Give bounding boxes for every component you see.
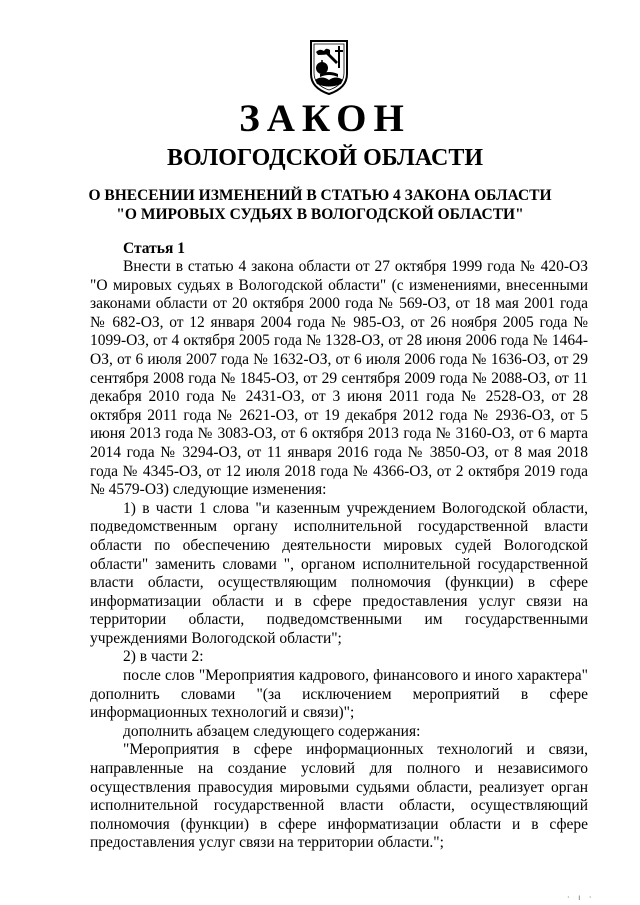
subtitle-line-2: "О МИРОВЫХ СУДЬЯХ В ВОЛОГОДСКОЙ ОБЛАСТИ": [116, 206, 524, 223]
region-title: ВОЛОГОДСКОЙ ОБЛАСТИ: [166, 145, 484, 171]
coat-of-arms-icon: [308, 38, 350, 96]
amendment-item-1: 1) в части 1 слова "и казенным учреждением Вологодской области, подведомственным органу исполнительной государственной власти области по обеспечению деятельности мировых судей Вологодской области" заменить словами ", органом исполнительной государственной власти области, осуществляющим полномочия (функции) в сфере информатизации области и в сфере предоставления услуг связи на территории области, подведомственными им государственными учреждениями Вологодской области";: [90, 499, 588, 647]
footer-mark: · ı ·: [567, 893, 595, 902]
article-body: [90, 258, 588, 853]
article-heading: Статья 1: [123, 240, 185, 257]
subtitle-line-1: О ВНЕСЕНИИ ИЗМЕНЕНИЙ В СТАТЬЮ 4 ЗАКОНА ОБЛАСТИ: [88, 187, 552, 204]
amendment-item-2a: после слов "Мероприятия кадрового, финансового и иного характера" дополнить словами "(за исключением мероприятий в сфере информационных технологий и связи)";: [90, 667, 588, 722]
shield-icon: [308, 38, 350, 96]
amendment-item-2b: дополнить абзацем следующего содержания:: [123, 722, 421, 740]
law-title: ЗАКОН: [239, 97, 411, 140]
amendment-quote: "Мероприятия в сфере информационных технологий и связи, направленные на создание условий для полного и независимого осуществления правосудия мировыми судьями области, реализует орган исполнительной государственной власти области, осуществляющий полномочия (функции) в сфере информатизации области и в сфере предоставления услуг связи на территории области.";: [90, 741, 588, 852]
law-subtitle: [0, 186, 640, 224]
amendment-item-2: 2) в части 2:: [123, 648, 204, 666]
article-intro-paragraph: Внести в статью 4 закона области от 27 октября 1999 года № 420-ОЗ "О мировых судьях в Вологодской области" (с изменениями, внесенными законами области от 20 октября 2000 года № 569-ОЗ, от 18 мая 2001 года № 682-ОЗ, от 12 января 2004 года № 985-ОЗ, от 26 ноября 2005 года № 1099-ОЗ, от 4 октября 2005 года № 1328-ОЗ, от 28 июня 2006 года № 1464-ОЗ, от 6 июля 2007 года № 1632-ОЗ, от 6 июля 2006 года № 1636-ОЗ, от 29 сентября 2008 года № 1845-ОЗ, от 29 сентября 2009 года № 2088-ОЗ, от 11 декабря 2010 года № 2431-ОЗ, от 3 июня 2011 года № 2528-ОЗ, от 28 октября 2011 года № 2621-ОЗ, от 19 декабря 2012 года № 2936-ОЗ, от 5 июня 2013 года № 3083-ОЗ, от 6 октября 2013 года № 3160-ОЗ, от 6 марта 2014 года № 3294-ОЗ, от 11 января 2016 года № 3850-ОЗ, от 8 мая 2018 года № 4345-ОЗ, от 12 июля 2018 года № 4366-ОЗ, от 2 октября 2019 года № 4579-ОЗ) следующие изменения:: [90, 258, 588, 499]
